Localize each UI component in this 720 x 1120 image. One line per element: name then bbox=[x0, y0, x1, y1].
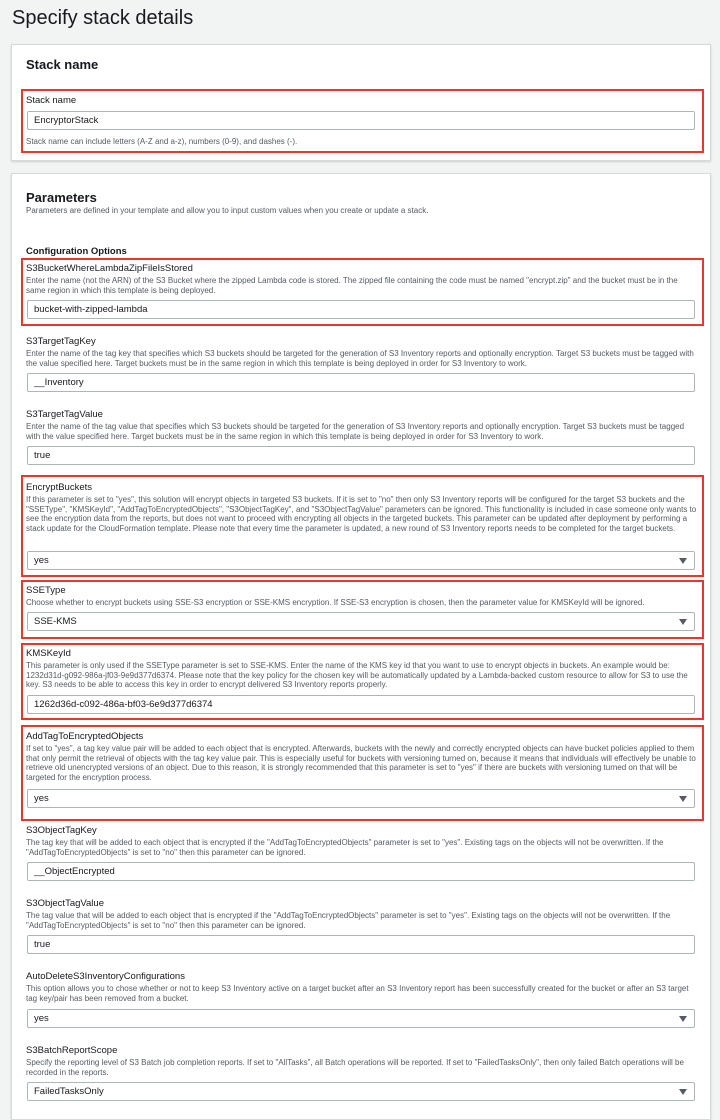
param-ssetype bbox=[26, 585, 698, 627]
param-description: Enter the name of the tag key that specifies which S3 buckets should be targeted for the generation of S3 Inventory reports and optionally encryption. Target S3 buckets must be tagged with the value specified here. Target buckets must be in the same region in which this template is being deployed in order for S3 Inventory to work. bbox=[26, 349, 694, 368]
batchreportscope-select[interactable] bbox=[27, 1082, 695, 1101]
param-description: This option allows you to chose whether or not to keep S3 Inventory active on a target bucket after an S3 Inventory report has been successfully created for the bucket or after an S3 target tag key/pair has been removed from a bucket. bbox=[26, 984, 689, 1003]
chevron-down-icon bbox=[679, 558, 687, 564]
stack-name-input[interactable]: EncryptorStack bbox=[27, 111, 695, 130]
param-s3targettagvalue bbox=[26, 409, 698, 461]
param-label: S3ObjectTagKey bbox=[26, 825, 97, 836]
stack-name-hint: Stack name can include letters (A-Z and a-z), numbers (0-9), and dashes (-). bbox=[26, 137, 298, 146]
param-description: Enter the name (not the ARN) of the S3 Bucket where the zipped Lambda code is stored. The zipped file containing the code must be named "encrypt.zip" and the bucket must be in the same region in which this template is being deployed. bbox=[26, 276, 678, 295]
param-kmskeyid bbox=[26, 648, 698, 710]
s3objecttagkey-input[interactable]: __ObjectEncrypted bbox=[27, 862, 695, 881]
param-s3objecttagvalue bbox=[26, 898, 698, 950]
configuration-options-title: Configuration Options bbox=[26, 246, 127, 257]
param-label: AddTagToEncryptedObjects bbox=[26, 731, 144, 742]
select-value: SSE-KMS bbox=[34, 616, 77, 627]
page-title: Specify stack details bbox=[12, 7, 194, 29]
s3targettagkey-input[interactable]: __Inventory bbox=[27, 373, 695, 392]
param-label: S3BucketWhereLambdaZipFileIsStored bbox=[26, 263, 193, 274]
param-description: This parameter is only used if the SSEType parameter is set to SSE-KMS. Enter the name of the KMS key id that you want to use to encrypt objects in buckets. An example would be: 1232d31d-g092-986a-jf03-9e9d377d6374. Please note that the key policy for the chosen key will be automatically updated by a Lambda-backed custom resource to allow for S3 to use the key. S3 needs to be able to access this key in order to encrypt delivered S3 Inventory reports properly. bbox=[26, 661, 688, 690]
param-description: Enter the name of the tag value that specifies which S3 buckets should be targeted for the generation of S3 Inventory reports and optionally encryption. Target S3 buckets must be tagged with the value specified here. Target buckets must be in the same region in which this template is being deployed in order for S3 Inventory to work. bbox=[26, 422, 685, 441]
param-label: EncryptBuckets bbox=[26, 482, 92, 493]
param-description: Specify the reporting level of S3 Batch job completion reports. If set to "AllTasks", all Batch operations will be reported. If set to "FailedTasksOnly", then only failed Batch operations will be recorded in the reports. bbox=[26, 1058, 684, 1077]
param-description: Choose whether to encrypt buckets using SSE-S3 encryption or SSE-KMS encryption. If SSE-S3 encryption is chosen, then the parameter value for KMSKeyId will be ignored. bbox=[26, 598, 645, 607]
s3objecttagvalue-input[interactable]: true bbox=[27, 935, 695, 954]
param-s3targettagkey bbox=[26, 336, 698, 388]
param-addtagtoencryptedobjects bbox=[26, 731, 698, 804]
param-autodelete bbox=[26, 971, 698, 1024]
param-description: If set to "yes", a tag key value pair will be added to each object that is encrypted. Afterwards, buckets with the newly and correctly encrypted objects can have bucket policies applied to them that only permit the retrieval of objects with the tag key value pair. This is especially useful for buckets with versioning turned on, because it means that individuals will effectively be unable to retrieve old unencrypted versions of an object. Due to this reason, it is strongly recommended that this parameter is set to "yes" if there are buckets with versioning turned on that will be targeted for the encryption process. bbox=[26, 744, 696, 782]
param-label: S3TargetTagKey bbox=[26, 336, 96, 347]
chevron-down-icon bbox=[679, 1016, 687, 1022]
param-label: SSEType bbox=[26, 585, 66, 596]
chevron-down-icon bbox=[679, 619, 687, 625]
param-label: S3ObjectTagValue bbox=[26, 898, 104, 909]
stack-name-label: Stack name bbox=[26, 95, 77, 106]
s3targettagvalue-input[interactable]: true bbox=[27, 446, 695, 465]
stack-name-field bbox=[26, 95, 698, 146]
select-value: yes bbox=[34, 793, 49, 804]
parameters-description: Parameters are defined in your template and allow you to input custom values when you create or update a stack. bbox=[26, 206, 429, 215]
param-label: AutoDeleteS3InventoryConfigurations bbox=[26, 971, 185, 982]
param-label: S3TargetTagValue bbox=[26, 409, 103, 420]
param-description: The tag key that will be added to each object that is encrypted if the "AddTagToEncryptedObjects" parameter is set to "yes". Existing tags on the objects will not be overwritten. If the "AddTagToEncryptedObjects" is set to "no" then this parameter can be ignored. bbox=[26, 838, 664, 857]
param-s3objecttagkey bbox=[26, 825, 698, 877]
autodelete-select[interactable] bbox=[27, 1009, 695, 1028]
select-value: yes bbox=[34, 1013, 49, 1024]
param-label: S3BatchReportScope bbox=[26, 1045, 118, 1056]
select-value: FailedTasksOnly bbox=[34, 1086, 104, 1097]
addtag-select[interactable] bbox=[27, 789, 695, 808]
encryptbuckets-select[interactable] bbox=[27, 551, 695, 570]
kmskeyid-input[interactable]: 1262d36d-c092-486a-bf03-6e9d377d6374 bbox=[27, 695, 695, 714]
s3bucket-input[interactable]: bucket-with-zipped-lambda bbox=[27, 300, 695, 319]
parameters-header: Parameters bbox=[26, 190, 97, 205]
select-value: yes bbox=[34, 555, 49, 566]
stack-name-header: Stack name bbox=[26, 57, 99, 72]
param-s3batchreportscope bbox=[26, 1045, 698, 1097]
ssetype-select[interactable] bbox=[27, 612, 695, 631]
param-s3bucket bbox=[26, 263, 698, 315]
param-label: KMSKeyId bbox=[26, 648, 71, 659]
chevron-down-icon bbox=[679, 1089, 687, 1095]
param-description: The tag value that will be added to each object that is encrypted if the "AddTagToEncryptedObjects" parameter is set to "yes". Existing tags on the objects will not be overwritten. If the "AddTagToEncryptedObjects" is set to "no" then this parameter can be ignored. bbox=[26, 911, 671, 930]
chevron-down-icon bbox=[679, 796, 687, 802]
param-encryptbuckets bbox=[26, 482, 698, 566]
param-description: If this parameter is set to "yes", this solution will encrypt objects in targeted S3 buckets. If it is set to "no" then only S3 Inventory reports will be configured for the target S3 buckets and the "SSEType", "KMSKeyId", "AddTagToEncryptedObjects", "S3ObjectTagKey", and "S3ObjectTagValue" parameters can be ignored. This functionality is included in case someone only wants to see the encryption data from the reports, but does not want to proceed with encrypting all objects in the targeted buckets. This parameter can be updated after deployment by performing a stack update for the CloudFormation template. Please note that every time the parameter is updated, a new round of S3 Inventory reports needs to be completed for the target buckets. bbox=[26, 495, 697, 533]
